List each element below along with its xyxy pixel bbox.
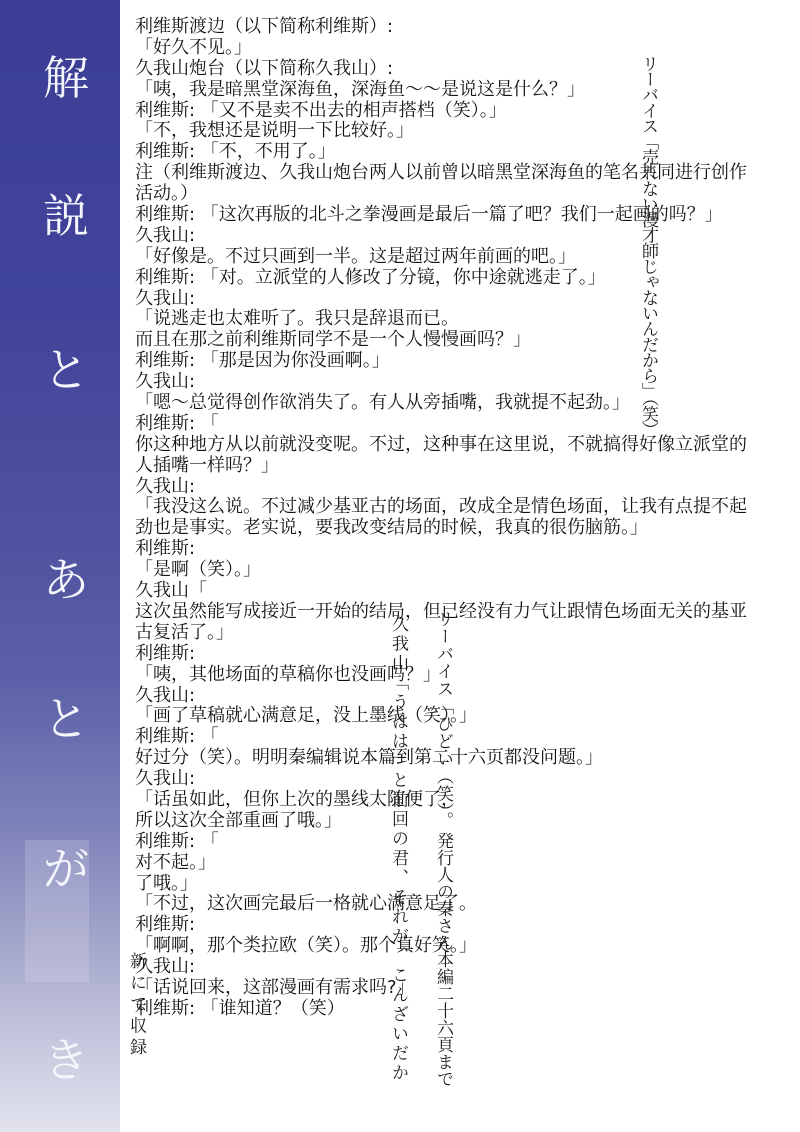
vertical-note-levis-manzai: リーバイス「売れない漫才師じゃないんだから」（笑）: [638, 55, 658, 437]
dialogue-line: 利维斯: 「又不是卖不出去的相声搭档（笑）。」: [135, 99, 507, 121]
dialogue-line: 久我山:: [135, 684, 196, 706]
dialogue-line: 利维斯: 「: [135, 830, 219, 852]
dialogue-line: 而且在那之前利维斯同学不是一个人慢慢画吗？」: [135, 329, 531, 351]
vertical-note-hakkounin: 発行人の秦さん本編二十六頁まで: [433, 832, 453, 1087]
dialogue-line: 久我山:: [135, 768, 196, 790]
dialogue-line: 利维斯:: [135, 538, 196, 560]
dialogue-line: 活动。）: [135, 183, 198, 205]
vertical-note-levis-hidoi: リーバイス「ひどい（笑）。: [433, 610, 453, 829]
dialogue-line: 利维斯渡边（以下简称利维斯）:: [135, 16, 394, 37]
dialogue-line: 「是啊（笑）。」: [135, 559, 261, 581]
dialogue-line: 好过分（笑）。明明秦编辑说本篇到第二十六页都没问题。」: [135, 747, 603, 769]
dialogue-line: 人插嘴一样吗？」: [135, 454, 279, 476]
dialogue-line: 「话虽如此，但你上次的墨线太随便了，: [135, 788, 459, 810]
dialogue-line: 「我没这么说。不过减少基亚古的场面，改成全是情色场面，让我有点提不起: [135, 496, 747, 518]
dialogue-line: 久我山:: [135, 287, 196, 309]
dialogue-line: 利维斯:: [135, 914, 196, 936]
page-title-char: き: [43, 1033, 89, 1087]
dialogue-line: 劲也是事实。老实说，要我改变结局的时候，我真的很伤脑筋。」: [135, 517, 648, 539]
dialogue-line: 利维斯: 「: [135, 412, 219, 434]
dialogue-line: 利维斯: 「: [135, 726, 219, 748]
page-title-char: が: [43, 842, 89, 896]
dialogue-line: 「说逃走也太难听了。我只是辞退而已。: [135, 308, 459, 330]
dialogue-line: 「嗯～总觉得创作欲消失了。有人从旁插嘴，我就提不起劲。」: [135, 392, 630, 414]
dialogue-line: 所以这次全部重画了哦。」: [135, 809, 342, 831]
dialogue-line: 注（利维斯渡边、久我山炮台两人以前曾以暗黑堂深海鱼的笔名共同进行创作: [135, 162, 747, 184]
page-title-char: 解: [43, 51, 89, 105]
dialogue-line: 对不起。」: [135, 851, 216, 873]
dialogue-line: 利维斯: 「不，不用了。」: [135, 141, 336, 163]
dialogue-line: 「不，我想还是说明一下比较好。」: [135, 120, 414, 142]
page-title-char: と: [43, 692, 89, 746]
dialogue-line: 「好像是。不过只画到一半。这是超过两年前画的吧。」: [135, 245, 576, 267]
dialogue-line: 久我山:: [135, 956, 196, 978]
dialogue-line: 「好久不见。」: [135, 36, 252, 58]
dialogue-line: 利维斯: 「对。立派堂的人修改了分镜，你中途就逃走了。」: [135, 266, 606, 288]
dialogue-line: 你这种地方从以前就没变呢。不过，这种事在这里说，不就搞得好像立派堂的: [135, 433, 747, 455]
dialogue-line: 「咦，我是暗黑堂深海鱼，深海鱼～～是说这是什么？」: [135, 78, 585, 100]
vertical-note-nite-shuuroku: 新にて収録: [126, 952, 146, 1060]
dialogue-line: 久我山炮台（以下简称久我山）:: [135, 57, 394, 79]
dialogue-line: 利维斯: 「那是因为你没画啊。」: [135, 350, 390, 372]
dialogue-line: 利维斯: 「谁知道？（笑）: [135, 997, 345, 1019]
dialogue-line: 久我山:: [135, 475, 196, 497]
dialogue-line: 久我山「: [135, 580, 207, 602]
dialogue-line: 「话说回来，这部漫画有需求吗?」: [135, 976, 415, 998]
sidebar: [0, 0, 120, 1132]
dialogue-line: 利维斯:: [135, 642, 196, 664]
page-title-char: あ: [43, 553, 89, 607]
dialogue-line: 「啊啊，那个类拉欧（笑）。那个真好笑。」: [135, 935, 477, 957]
dialogue-line: 「画了草稿就心满意足，没上墨线（笑）。」: [135, 705, 477, 727]
dialogue-line: 这次虽然能写成接近一开始的结局，但已经没有力气让跟情色场面无关的基亚: [135, 600, 747, 622]
dialogue-line: 久我山:: [135, 224, 196, 246]
dialogue-line: 「咦，其他场面的草稿你也没画吗？」: [135, 663, 441, 685]
dialogue-line: 古复活了。」: [135, 621, 234, 643]
dialogue-line: 「不过，这次画完最后一格就心满意足了。: [135, 893, 477, 915]
vertical-note-kugayama: 久我山「うはは」と前回の君、それが、こんざいだか: [388, 615, 408, 1083]
dialogue-text: [135, 17, 785, 1020]
page-title-char: 説: [43, 189, 89, 243]
dialogue-line: 了哦。」: [135, 872, 198, 894]
page-title-char: と: [43, 343, 89, 397]
dialogue-line: 久我山:: [135, 371, 196, 393]
dialogue-line: 利维斯: 「这次再版的北斗之拳漫画是最后一篇了吧？我们一起画的吗？」: [135, 204, 723, 226]
